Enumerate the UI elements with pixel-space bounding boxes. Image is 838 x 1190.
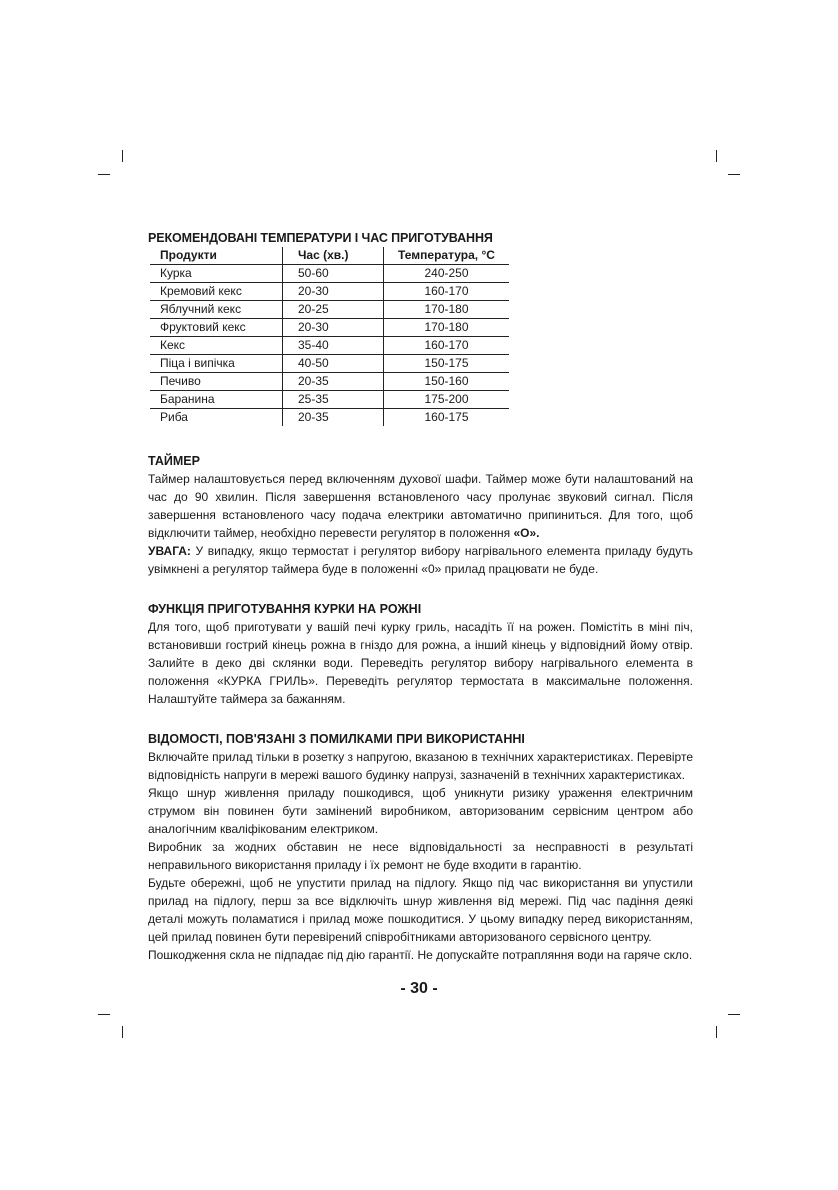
cell-product: Кекс <box>150 337 283 355</box>
crop-mark <box>98 1014 110 1015</box>
cell-temperature: 150-160 <box>384 373 510 391</box>
crop-mark <box>98 174 110 175</box>
cell-time: 50-60 <box>283 265 384 283</box>
page-number: - 30 - <box>400 980 438 997</box>
cell-temperature: 160-170 <box>384 283 510 301</box>
cell-product: Фруктовий кекс <box>150 319 283 337</box>
errors-section <box>148 730 693 964</box>
crop-mark <box>716 150 717 162</box>
cell-time: 20-35 <box>283 373 384 391</box>
crop-mark <box>728 1014 740 1015</box>
table-row <box>150 319 509 337</box>
timer-position-label: «О». <box>513 526 540 540</box>
rotisserie-paragraph: Для того, щоб приготувати у вашій печі курку гриль, насадіть її на рожен. Помістіть в міні піч, встановивши гострий кінець рожна в гніздо для рожна, а інший кінець у відповідний йому отвір. Залийте в деко дві склянки води. Переведіть регулятор вибору нагрівального елемента в положення «КУРКА ГРИЛЬ». Переведіть регулятор термостата в максимальне положення. Налаштуйте таймера за бажанням. <box>148 620 693 706</box>
cell-temperature: 170-180 <box>384 301 510 319</box>
errors-paragraph: Будьте обережні, щоб не упустити прилад на підлогу. Якщо під час використання ви упустили прилад на підлогу, перш за все відключіть шнур живлення від мережі. Під час падіння деякі деталі можуть поламатися і прилад може пошкодитися. У цьому випадку перед використанням, цей прилад повинен бути перевірений співробітниками авторизованого сервісного центру. <box>148 876 693 944</box>
table-row <box>150 283 509 301</box>
table-row <box>150 409 509 427</box>
errors-paragraph: Пошкодження скла не підпадає під дію гарантії. Не допускайте потрапляння води на гаряче скло. <box>148 948 693 962</box>
crop-mark <box>728 174 740 175</box>
timer-paragraph <box>148 470 693 542</box>
table-header-row <box>150 247 509 265</box>
recommendations-table <box>150 247 509 426</box>
errors-paragraph: Виробник за жодних обставин не несе відповідальності за несправності в результаті неправильного використання приладу і їх ремонт не буде входити в гарантію. <box>148 840 693 872</box>
cell-product: Яблучний кекс <box>150 301 283 319</box>
crop-mark <box>122 150 123 162</box>
table-row <box>150 391 509 409</box>
cell-product: Курка <box>150 265 283 283</box>
header-temperature: Температура, °C <box>384 247 510 265</box>
rotisserie-section <box>148 600 693 708</box>
errors-heading: ВІДОМОСТІ, ПОВ'ЯЗАНІ З ПОМИЛКАМИ ПРИ ВИКОРИСТАННІ <box>148 732 525 746</box>
cell-product: Кремовий кекс <box>150 283 283 301</box>
cell-temperature: 240-250 <box>384 265 510 283</box>
cell-time: 20-30 <box>283 319 384 337</box>
cell-time: 35-40 <box>283 337 384 355</box>
header-products: Продукти <box>150 247 283 265</box>
cell-time: 20-25 <box>283 301 384 319</box>
timer-text: Таймер налаштовується перед включенням духової шафи. Таймер може бути налаштований на час до 90 хвилин. Після завершення встановленого часу пролунає звуковий сигнал. Після завершення встановленого часу подача електрики автоматично припиниться. Для того, щоб відключити таймер, необхідно перевести регулятор в положення <box>148 472 693 540</box>
cell-time: 40-50 <box>283 355 384 373</box>
cell-temperature: 160-170 <box>384 337 510 355</box>
cell-temperature: 150-175 <box>384 355 510 373</box>
errors-paragraph: Включайте прилад тільки в розетку з напругою, вказаною в технічних характеристиках. Перевірте відповідність напруги в мережі вашого будинку напрузі, зазначеній в технічних характеристиках. <box>148 750 693 782</box>
timer-heading: ТАЙМЕР <box>148 454 200 468</box>
cell-product: Піца і випічка <box>150 355 283 373</box>
cell-temperature: 170-180 <box>384 319 510 337</box>
timer-warning <box>148 542 693 578</box>
rotisserie-heading: ФУНКЦІЯ ПРИГОТУВАННЯ КУРКИ НА РОЖНІ <box>148 602 422 616</box>
header-time: Час (хв.) <box>283 247 384 265</box>
warning-label: УВАГА: <box>148 544 191 558</box>
page-content <box>148 229 693 964</box>
timer-section <box>148 452 693 578</box>
errors-paragraph: Якщо шнур живлення приладу пошкодився, щоб уникнути ризику ураження електричним струмом він повинен бути замінений виробником, авторизованим сервісним центром або аналогічним кваліфікованим електриком. <box>148 786 693 836</box>
table-row <box>150 373 509 391</box>
table-row <box>150 301 509 319</box>
warning-text: У випадку, якщо термостат і регулятор вибору нагрівального елемента приладу будуть увімкнені а регулятор таймера буде в положенні «0» прилад працювати не буде. <box>148 544 693 576</box>
cell-time: 25-35 <box>283 391 384 409</box>
cell-temperature: 160-175 <box>384 409 510 427</box>
cell-product: Печиво <box>150 373 283 391</box>
recommendations-title: РЕКОМЕНДОВАНІ ТЕМПЕРАТУРИ І ЧАС ПРИГОТУВАННЯ <box>148 231 493 245</box>
cell-time: 20-30 <box>283 283 384 301</box>
cell-temperature: 175-200 <box>384 391 510 409</box>
table-row <box>150 265 509 283</box>
table-row <box>150 355 509 373</box>
crop-mark <box>716 1026 717 1038</box>
cell-product: Баранина <box>150 391 283 409</box>
cell-time: 20-35 <box>283 409 384 427</box>
crop-mark <box>122 1026 123 1038</box>
table-row <box>150 337 509 355</box>
cell-product: Риба <box>160 410 188 424</box>
